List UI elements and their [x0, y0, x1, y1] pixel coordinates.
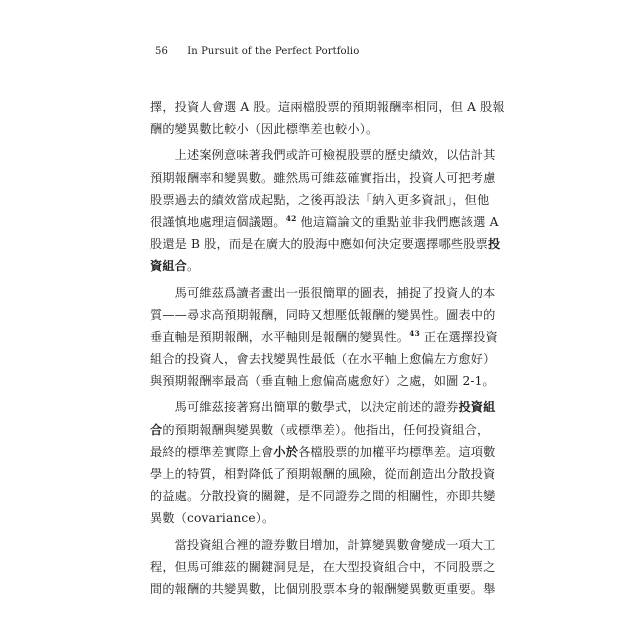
body-text: [150, 96, 505, 600]
text-line: [150, 441, 494, 463]
text-line: [150, 396, 494, 418]
text-run: 間的報酬的共變異數，比個別股票本身的報酬變異數更重要。舉: [150, 581, 496, 596]
bold-term: 投: [487, 237, 501, 252]
text-line: [150, 463, 494, 485]
text-run: 組合的投資人，會去找變異性最低（在水平軸上愈偏左方愈好）: [150, 352, 496, 367]
text-line: [150, 211, 499, 233]
text-line: [150, 167, 494, 189]
page-number: 56: [155, 46, 168, 57]
text-line: [150, 326, 498, 348]
text-run: 程，但馬可維茲的關鍵洞見是，在大型投資組合中，不同股票之: [150, 559, 496, 574]
paragraph: [150, 396, 494, 529]
text-run: 預期報酬率和變異數。雖然馬可維茲確實指出，投資人可把考慮: [150, 170, 496, 185]
bold-term: 合: [150, 422, 163, 437]
footnote-ref: 42: [285, 213, 297, 223]
footnote-ref: 43: [409, 328, 420, 338]
paragraph: [150, 534, 494, 601]
text-line: [150, 534, 494, 556]
text-run: 正在選擇投資: [419, 329, 498, 344]
text-run: 馬可維茲接著寫出簡單的數學式，以決定前述的證券: [150, 400, 459, 415]
text-line: [150, 282, 494, 304]
text-run: 股還是 B 股，而是在廣大的股海中應如何決定要選擇哪些股票: [150, 237, 488, 252]
paragraph: [150, 144, 501, 277]
paragraph: [150, 282, 498, 393]
bold-term: 小於: [273, 444, 299, 459]
running-header: [155, 46, 359, 57]
text-run: 他這篇論文的重點並非我們應該選 A: [296, 214, 499, 229]
text-line: [150, 96, 505, 118]
text-line: [150, 144, 494, 166]
text-line: [150, 485, 494, 507]
text-line: [150, 189, 494, 211]
text-run: 擇，投資人會選 A 股。這兩檔股票的預期報酬率相同，但 A 股報: [150, 100, 505, 114]
text-run: 當投資組合裡的證券數目增加，計算變異數會變成一項大工: [150, 537, 496, 552]
text-line: [150, 556, 494, 578]
text-line: [150, 118, 494, 140]
text-run: 股票過去的績效當成起點，之後再設法「納入更多資訊」，但他: [150, 192, 490, 207]
text-run: 異數（covariance）。: [150, 511, 275, 526]
text-line: [150, 507, 494, 529]
text-line: [150, 370, 494, 392]
paragraph: [150, 96, 505, 140]
text-line: [150, 255, 494, 277]
text-line: [150, 233, 501, 255]
text-run: 上述案例意味著我們或許可檢視股票的歷史績效，以估計其: [150, 148, 496, 163]
text-run: 與預期報酬率最高（垂直軸上愈偏高處愈好）之處，如圖 2-1。: [150, 374, 495, 389]
bold-term: 資組合: [150, 259, 188, 274]
text-run: 酬的變異數比較小（因此標準差也較小）。: [150, 122, 379, 137]
text-run: 垂直軸是預期報酬，水平軸則是報酬的變異性。: [150, 329, 410, 344]
text-run: 。: [187, 259, 200, 274]
text-run: 最終的標準差實際上會: [150, 444, 274, 459]
text-line: [150, 578, 494, 600]
text-line: [150, 348, 494, 370]
bold-term: 投資組: [458, 400, 496, 415]
text-run: 很謹慎地處理這個議題。: [150, 214, 286, 229]
text-run: 馬可維茲爲讀者畫出一張很簡單的圖表，捕捉了投資人的本: [150, 285, 496, 300]
text-line: [150, 304, 494, 326]
text-run: 的預期報酬與變異數（或標準差）。他指出，任何投資組合，: [162, 422, 490, 437]
text-run: 質——尋求高預期報酬，同時又想壓低報酬的變異性。圖表中的: [150, 307, 496, 322]
running-title: In Pursuit of the Perfect Portfolio: [187, 46, 360, 57]
text-run: 的益處。分散投資的關鍵，是不同證券之間的相關性，亦即共變: [150, 489, 496, 504]
text-run: 各檔股票的加權平均標準差。這項數: [298, 444, 496, 459]
text-run: 學上的特質，相對降低了預期報酬的風險，從而創造出分散投資: [150, 467, 496, 481]
text-line: [150, 419, 494, 441]
